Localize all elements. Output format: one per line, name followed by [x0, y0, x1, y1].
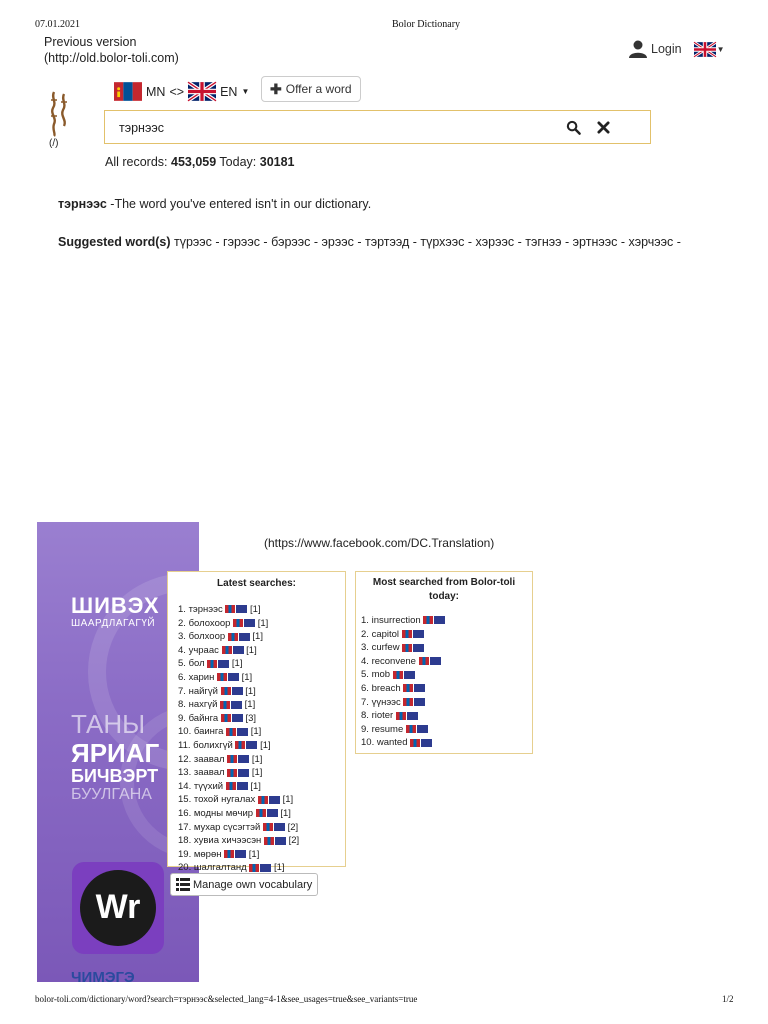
banner-line6: БУУЛГАНА	[71, 786, 152, 803]
mn-en-flag-icon	[423, 616, 445, 624]
item-word: модны мөчир	[193, 807, 254, 819]
item-number: 10.	[178, 726, 192, 738]
latest-search-item[interactable]	[178, 617, 345, 631]
site-logo[interactable]	[48, 88, 72, 138]
suggestion-separator: -	[310, 235, 322, 249]
logo-caption: (/)	[49, 138, 59, 149]
item-word: учраас	[188, 644, 219, 656]
suggestion-separator: -	[409, 235, 421, 249]
item-word: breach	[371, 682, 401, 694]
latest-search-item[interactable]	[178, 821, 345, 835]
item-word: mob	[371, 669, 391, 681]
mn-en-flag-icon	[227, 769, 249, 777]
item-count: [1]	[280, 807, 291, 819]
item-count: [1]	[260, 739, 271, 751]
most-searched-item[interactable]	[361, 723, 532, 737]
item-number: 17.	[178, 821, 192, 833]
suggestion-separator: -	[514, 235, 526, 249]
latest-search-item[interactable]	[178, 712, 345, 726]
item-word: заавал	[193, 767, 225, 779]
item-count: [1]	[241, 671, 253, 683]
most-searched-item[interactable]	[361, 709, 532, 723]
suggestion-link[interactable]: түрээс	[174, 235, 212, 249]
most-searched-item[interactable]	[361, 655, 532, 669]
latest-search-item[interactable]	[178, 671, 345, 685]
suggestions-label: Suggested word(s)	[58, 235, 171, 249]
item-number: 11.	[178, 739, 191, 751]
most-searched-title: Most searched from Bolor-toli today:	[372, 577, 516, 602]
item-word: байнга	[188, 712, 219, 724]
mn-en-flag-icon	[403, 684, 425, 692]
mn-en-flag-icon	[396, 712, 418, 720]
item-count: [1]	[251, 753, 263, 765]
mn-en-flag-icon	[217, 673, 239, 681]
item-word: бол	[188, 658, 205, 670]
item-count: [2]	[287, 821, 299, 833]
print-title: Bolor Dictionary	[392, 19, 461, 30]
item-count: [1]	[250, 604, 261, 615]
item-number: 16.	[178, 807, 192, 819]
most-searched-item[interactable]	[361, 682, 532, 696]
banner-line2: ШААРДЛАГАГҮЙ	[71, 618, 156, 629]
suggestion-link[interactable]: хэрээс	[475, 235, 515, 249]
item-word: заавал	[193, 753, 225, 765]
suggestion-separator: -	[561, 235, 573, 249]
mongolia-flag-icon	[114, 82, 142, 101]
item-number: 1.	[178, 604, 186, 615]
searched-word: тэрнээс	[58, 197, 107, 211]
item-count: [1]	[257, 617, 269, 629]
item-count: [1]	[252, 631, 263, 643]
mn-en-flag-icon	[224, 850, 246, 858]
item-number: 19.	[178, 848, 192, 860]
facebook-link[interactable]: (https://www.facebook.com/DC.Translation)	[264, 536, 495, 550]
suggestions	[58, 235, 681, 249]
suggestion-link[interactable]: эрээс	[321, 235, 354, 249]
item-word: тохой нугалах	[193, 794, 256, 806]
item-number: 6.	[178, 671, 186, 683]
latest-searches-list	[178, 603, 345, 875]
item-word: найгүй	[188, 685, 218, 697]
latest-search-item[interactable]	[178, 698, 345, 712]
mn-en-flag-icon	[221, 714, 243, 722]
mn-en-flag-icon	[402, 630, 424, 638]
suggestion-link[interactable]: тэгнээ	[525, 235, 562, 249]
latest-search-item[interactable]	[178, 766, 345, 780]
suggestion-separator: -	[673, 235, 681, 249]
manage-vocabulary-label: Manage own vocabulary	[193, 878, 313, 891]
most-searched-item[interactable]	[361, 736, 532, 750]
most-searched-list	[361, 614, 532, 750]
login-area	[628, 39, 725, 59]
caret-down-icon: ▼	[241, 87, 250, 96]
latest-search-item[interactable]	[178, 630, 345, 644]
item-count: [1]	[231, 658, 243, 670]
offer-word-label: Offer a word	[285, 82, 352, 96]
latest-search-item[interactable]	[178, 753, 345, 767]
suggestion-link[interactable]: бэрээс	[271, 235, 311, 249]
language-separator: <>	[169, 84, 185, 99]
item-number: 9.	[361, 723, 369, 735]
mn-en-flag-icon	[221, 687, 243, 695]
mn-en-flag-icon	[402, 644, 424, 652]
item-number: 8.	[178, 699, 186, 711]
mn-en-flag-icon	[225, 605, 247, 613]
item-number: 18.	[178, 835, 192, 847]
mn-en-flag-icon	[410, 739, 432, 747]
most-searched-item[interactable]	[361, 614, 532, 628]
banner-line4: ЯРИАГ	[71, 738, 160, 768]
mn-en-flag-icon	[263, 823, 285, 831]
suggestions-list	[174, 235, 681, 249]
ui-language-dropdown[interactable]	[694, 42, 725, 57]
suggestion-link[interactable]: тэртээд	[364, 235, 410, 249]
item-number: 20.	[178, 862, 192, 874]
mn-en-flag-icon	[235, 741, 257, 749]
item-word: capitol	[371, 628, 400, 640]
item-number: 13.	[178, 767, 192, 779]
uk-flag-icon	[694, 42, 716, 57]
source-language: MN	[146, 84, 166, 99]
previous-version-link[interactable]	[44, 34, 179, 66]
offer-word-button[interactable]	[261, 76, 361, 102]
latest-search-item[interactable]	[178, 848, 345, 862]
item-word: тэрнээс	[188, 604, 223, 615]
latest-search-item[interactable]	[178, 834, 345, 848]
mn-en-flag-icon	[220, 701, 242, 709]
item-number: 4.	[361, 655, 369, 667]
app-icon-label: Wr	[95, 888, 141, 926]
records-today-label: Today:	[216, 155, 260, 169]
item-word: үүнээс	[371, 696, 401, 708]
clear-icon[interactable]	[597, 121, 610, 134]
suggestion-link[interactable]: түрхээс	[420, 235, 465, 249]
item-word: болохоор	[188, 617, 231, 629]
suggestion-link[interactable]: эртнээс	[572, 235, 618, 249]
item-word: түүхий	[193, 780, 224, 792]
uk-flag-icon	[188, 82, 216, 101]
item-number: 10.	[361, 737, 375, 749]
latest-search-item[interactable]	[178, 657, 345, 671]
item-word: insurrection	[371, 615, 421, 626]
mn-en-flag-icon	[419, 657, 441, 665]
suggestion-separator: -	[353, 235, 365, 249]
item-count: [1]	[274, 862, 285, 874]
suggestion-separator: -	[259, 235, 272, 249]
mn-en-flag-icon	[233, 619, 255, 627]
list-icon	[176, 878, 190, 891]
mn-en-flag-icon	[264, 837, 286, 845]
item-count: [1]	[282, 794, 294, 806]
mn-en-flag-icon	[258, 796, 280, 804]
item-number: 1.	[361, 615, 369, 626]
latest-search-item[interactable]	[178, 780, 345, 794]
item-number: 4.	[178, 644, 186, 656]
item-count: [1]	[248, 848, 260, 860]
item-word: curfew	[371, 642, 400, 654]
item-number: 2.	[361, 628, 369, 640]
mn-en-flag-icon	[227, 755, 249, 763]
item-number: 6.	[361, 682, 369, 694]
app-icon	[72, 862, 164, 954]
latest-search-item[interactable]	[178, 603, 345, 617]
latest-search-item[interactable]	[178, 725, 345, 739]
item-word: шалгалтанд	[193, 862, 247, 874]
item-count: [1]	[250, 780, 261, 792]
item-word: нахгүй	[188, 699, 218, 711]
mn-en-flag-icon	[226, 782, 248, 790]
previous-version-label: Previous version	[44, 35, 137, 49]
mn-en-flag-icon	[228, 633, 250, 641]
most-searched-item[interactable]	[361, 668, 532, 682]
suggestion-separator: -	[464, 235, 476, 249]
mn-en-flag-icon	[207, 660, 229, 668]
item-count: [1]	[250, 726, 262, 738]
latest-search-item[interactable]	[178, 685, 345, 699]
plus-icon: ✚	[270, 81, 282, 97]
mn-en-flag-icon	[406, 725, 428, 733]
most-searched-panel	[355, 571, 533, 754]
records-today: 30181	[259, 155, 295, 169]
item-count: [1]	[246, 644, 257, 656]
mn-en-flag-icon	[393, 671, 415, 679]
mn-en-flag-icon	[249, 864, 271, 872]
mn-en-flag-icon	[226, 728, 248, 736]
item-number: 3.	[361, 642, 369, 654]
item-number: 7.	[178, 685, 186, 697]
most-searched-item[interactable]	[361, 628, 532, 642]
item-word: болхоор	[188, 631, 226, 643]
latest-searches-title: Latest searches:	[217, 578, 296, 589]
banner-bottom-logo: ЧИМЭГЭ	[71, 969, 135, 986]
search-icon[interactable]	[566, 120, 581, 135]
print-date: 07.01.2021	[35, 19, 80, 30]
latest-search-item[interactable]	[178, 644, 345, 658]
item-number: 7.	[361, 696, 369, 708]
chevron-down-icon: ▼	[716, 44, 725, 54]
manage-vocabulary-button[interactable]	[170, 873, 318, 896]
latest-search-item[interactable]	[178, 807, 345, 821]
banner-line1: ШИВЭХ	[71, 593, 160, 618]
item-number: 2.	[178, 617, 186, 629]
item-number: 12.	[178, 753, 192, 765]
suggestion-link[interactable]: гэрээс	[223, 235, 260, 249]
not-found-message: -The word you've entered isn't in our dictionary.	[106, 197, 372, 211]
print-footer-page: 1/2	[722, 994, 734, 1004]
item-number: 5.	[361, 669, 369, 681]
item-word: харин	[188, 671, 215, 683]
item-number: 8.	[361, 710, 369, 722]
banner-line5: БИЧВЭРТ	[71, 766, 159, 786]
item-number: 14.	[178, 780, 192, 792]
item-word: мөрөн	[193, 848, 222, 860]
mn-en-flag-icon	[256, 809, 278, 817]
latest-search-item[interactable]	[178, 739, 345, 753]
item-count: [1]	[251, 767, 263, 779]
mongol-script-logo-icon	[48, 88, 72, 138]
target-language: EN	[220, 84, 238, 99]
item-count: [3]	[245, 712, 257, 724]
result-message	[58, 197, 371, 211]
item-number: 15.	[178, 794, 192, 806]
print-footer-url: bolor-toli.com/dictionary/word?search=тэрнээс&selected_lang=4-1&see_usages=true&see_variants=true	[35, 994, 418, 1004]
records-total: 453,059	[171, 155, 217, 169]
banner-line3: ТАНЫ	[71, 709, 146, 739]
mn-en-flag-icon	[403, 698, 425, 706]
latest-searches-panel	[167, 571, 346, 874]
item-word: хувиа хичээсэн	[193, 835, 262, 847]
item-word: resume	[371, 723, 404, 735]
mn-en-flag-icon	[222, 646, 244, 654]
search-input[interactable]	[117, 120, 561, 136]
item-number: 3.	[178, 631, 186, 643]
item-count: [1]	[244, 699, 256, 711]
item-count: [1]	[245, 685, 256, 697]
search-bar	[104, 110, 651, 144]
previous-version-url: (http://old.bolor-toli.com)	[44, 51, 179, 65]
item-number: 5.	[178, 658, 186, 670]
user-icon	[628, 39, 648, 59]
latest-search-item[interactable]	[178, 793, 345, 807]
item-word: wanted	[376, 737, 408, 749]
language-switch[interactable]	[114, 82, 249, 101]
records-label: All records:	[105, 155, 171, 169]
item-word: мухар сүсэгтэй	[193, 821, 261, 833]
suggestion-separator: -	[617, 235, 629, 249]
records-count	[105, 155, 295, 169]
suggestion-separator: -	[211, 235, 224, 249]
most-searched-item[interactable]	[361, 641, 532, 655]
item-word: болихгүй	[193, 739, 233, 751]
item-count: [2]	[288, 835, 300, 847]
suggestion-link[interactable]: хэрчээс	[628, 235, 674, 249]
item-word: reconvene	[371, 655, 416, 667]
item-word: баинга	[193, 726, 224, 738]
item-word: rioter	[371, 710, 394, 722]
item-number: 9.	[178, 712, 186, 724]
most-searched-item[interactable]	[361, 696, 532, 710]
login-link[interactable]: Login	[651, 42, 682, 56]
